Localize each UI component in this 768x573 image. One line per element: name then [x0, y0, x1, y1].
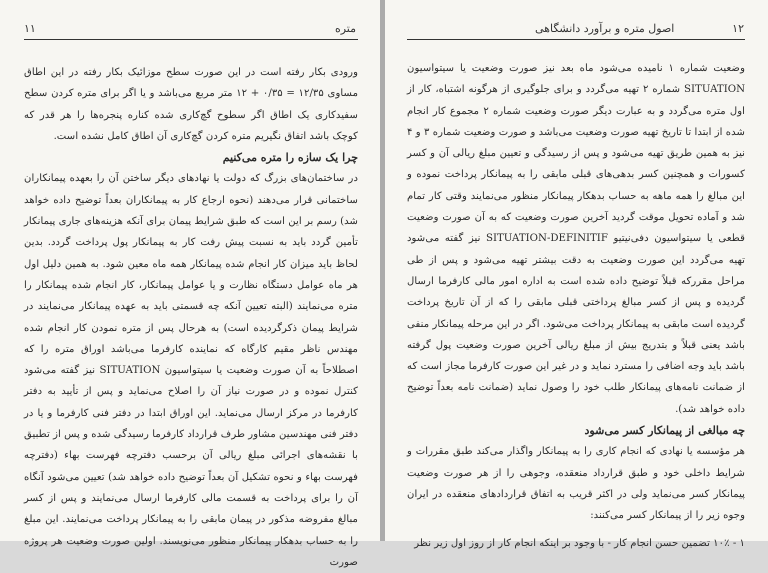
header-rule — [407, 39, 745, 40]
left-page — [0, 0, 381, 568]
right-page — [385, 0, 768, 549]
left-page-body — [24, 62, 358, 573]
paragraph: در ساختمان‌های بزرگ که دولت یا نهادهای دیگر ساختن آن را بعهده پیمانکاران ساختمانی قرار می‌دهند (نحوه ارجاع کار به پیمانکاران بعداً توضیح داده خواهد شد) رسم بر این است که طبق شرایط پیمان برای آنکه هزینه‌های جاری پیمانکار تأمین گردد باید به نسبت پیش رفت کار به پیمانکار پول پرداخت گردد. بدین لحاظ باید میزان کار انجام شده پیمانکار همه ماه معین شود. به همین دلیل اول هر ماه عوامل دستگاه نظارت و یا عوامل پیمانکار، کار انجام شده پیمانکار را متره می‌نمایند (البته تعیین آنکه چه قسمتی باید به عهده پیمانکار می‌نمایند در شرایط پیمان ذکرگردیده است) به هرحال پس از متره نمودن کار انجام شده مهندس ناظر مقیم کارگاه که نماینده کارفرما می‌باشد اوراق متره را که اصطلاحاً به آن صورت وضعیت یا سیتواسیون SITUATION نیز گفته می‌شود کنترل نموده و در صورت نیاز آن را اصلاح می‌نماید و پس از تأیید به دفتر کارفرما در مرکز ارسال می‌نماید. این اوراق ابتدا در دفتر فنی کارفرما و یا در دفتر فنی مهندسین مشاور طرف قرارداد کارفرما رسیدگی شده و پس از تطبیق با نقشه‌های اجرائی مبلغ ریالی آن برحسب دفترچه فهرست بهاء (دفترچه فهرست بهاء و نحوه تشکیل آن بعداً توضیح داده خواهد شد) تعیین می‌شود آنگاه آن را برای پرداخت به قسمت مالی کارفرما ارسال می‌نمایند و پس از کسر مبالغ مفروضه مذکور در پیمان مابقی را به پیمانکار پرداخت می‌نمایند. این مبلغ را به حساب بدهکار پیمانکار منظور می‌نویسند. اولین صورت وضعیت هر پروژه صورت — [24, 173, 358, 568]
paragraph: وضعیت شماره ۱ نامیده می‌شود ماه بعد نیز صورت وضعیت یا سیتواسیون SITUATION شماره ۲ تهیه می‌گردد و برای جلوگیری از هرگونه اشتباه، کار از اول متره می‌گردد و به عبارت دیگر صورت وضعیت شماره ۲ مجموع کار انجام شده از ابتدا تا تاریخ تهیه صورت وضعیت می‌باشد و صورت وضعیت شماره ۳ و ۴ نیز به همین طریق تهیه می‌شود و پس از رسیدگی و تعیین مبلغ ریالی آن و کسر کسورات و همچنین کسر بدهی‌های قبلی مابقی را به پیمانکار پرداخت نموده و این مبالغ را همه ماهه به حساب بدهکار پیمانکار منظور می‌نمایند وقتی کار تمام شد و آماده تحویل موقت گردید آخرین صورت وضعیت که به آن صورت وضعیت قطعی یا سیتواسیون دفی‌نیتیو SITUATION-DEFINITIF نیز گفته می‌شود تهیه می‌گردد این صورت وضعیت به دقت بیشتر تهیه می‌شود و پس از طی مراحل مقررکه قبلاً توضیح داده شده است به اداره امور مالی کارفرما ارسال گردیده و پس از کسر مبالغ پرداختی قبلی مابقی را که از آن تاریخ پرداخت گردیده است مابقی به پیمانکار پرداخت می‌شود. اگر در این مرحله پیمانکار منفی باشد یعنی قبلاً و بتدریج بیش از مبلغ ریالی آخرین صورت وضعیت پول گرفته باشد باید وجه اضافی را مسترد نماید و در غیر این صورت کارفرما مجاز است که از ضمانت نامه‌های پیمانکار طلب خود را وصول نماید (ضمانت نامه بعداً توضیح داده خواهد شد). — [407, 63, 745, 415]
paragraph: هر مؤسسه یا نهادی که انجام کاری را به پیمانکار واگذار می‌کند طبق مقررات و شرایط داخلی خود و طبق قرارداد منعقده، وجوهی را از هر صورت وضعیت پیمانکار کسر می‌نماید ولی در اکثر قریب به اتفاق قراردادهای منعقده در ایران وجوه زیر را از پیمانکار کسر می‌کنند: — [407, 446, 745, 522]
page-number: ۱۲ — [732, 22, 744, 35]
running-title: اصول متره و برآورد دانشگاهی — [535, 22, 675, 35]
right-page-body — [407, 58, 745, 554]
section-heading: چرا یک سازه را متره می‌کنیم — [222, 151, 358, 165]
running-title: متره — [334, 22, 356, 35]
page-number: ۱۱ — [24, 22, 36, 35]
list-item: ۱ - ۱۰٪ تضمین حسن انجام کار - با وجود بر اینکه انجام کار از روز اول زیر نظر — [414, 537, 745, 549]
paragraph: ورودی بکار رفته است در این صورت سطح موزائیک بکار رفته در این اطاق مساوی ۱۲/۳۵ = ۰/۳۵ + ۱۲ متر مربع می‌باشد و یا اگر برای متره کردن سطح سفیدکاری یک اطاق اگر سطوح گچ‌کاری شده کناره پنجره‌ها را هر قدر که کوچک باشد اتفاق نگیریم متره کردن گچ‌کاری آن اطاق کامل نشده است. — [24, 67, 359, 142]
header-rule — [24, 39, 358, 40]
section-heading: چه مبالغی از پیمانکار کسر می‌شود — [584, 424, 745, 438]
